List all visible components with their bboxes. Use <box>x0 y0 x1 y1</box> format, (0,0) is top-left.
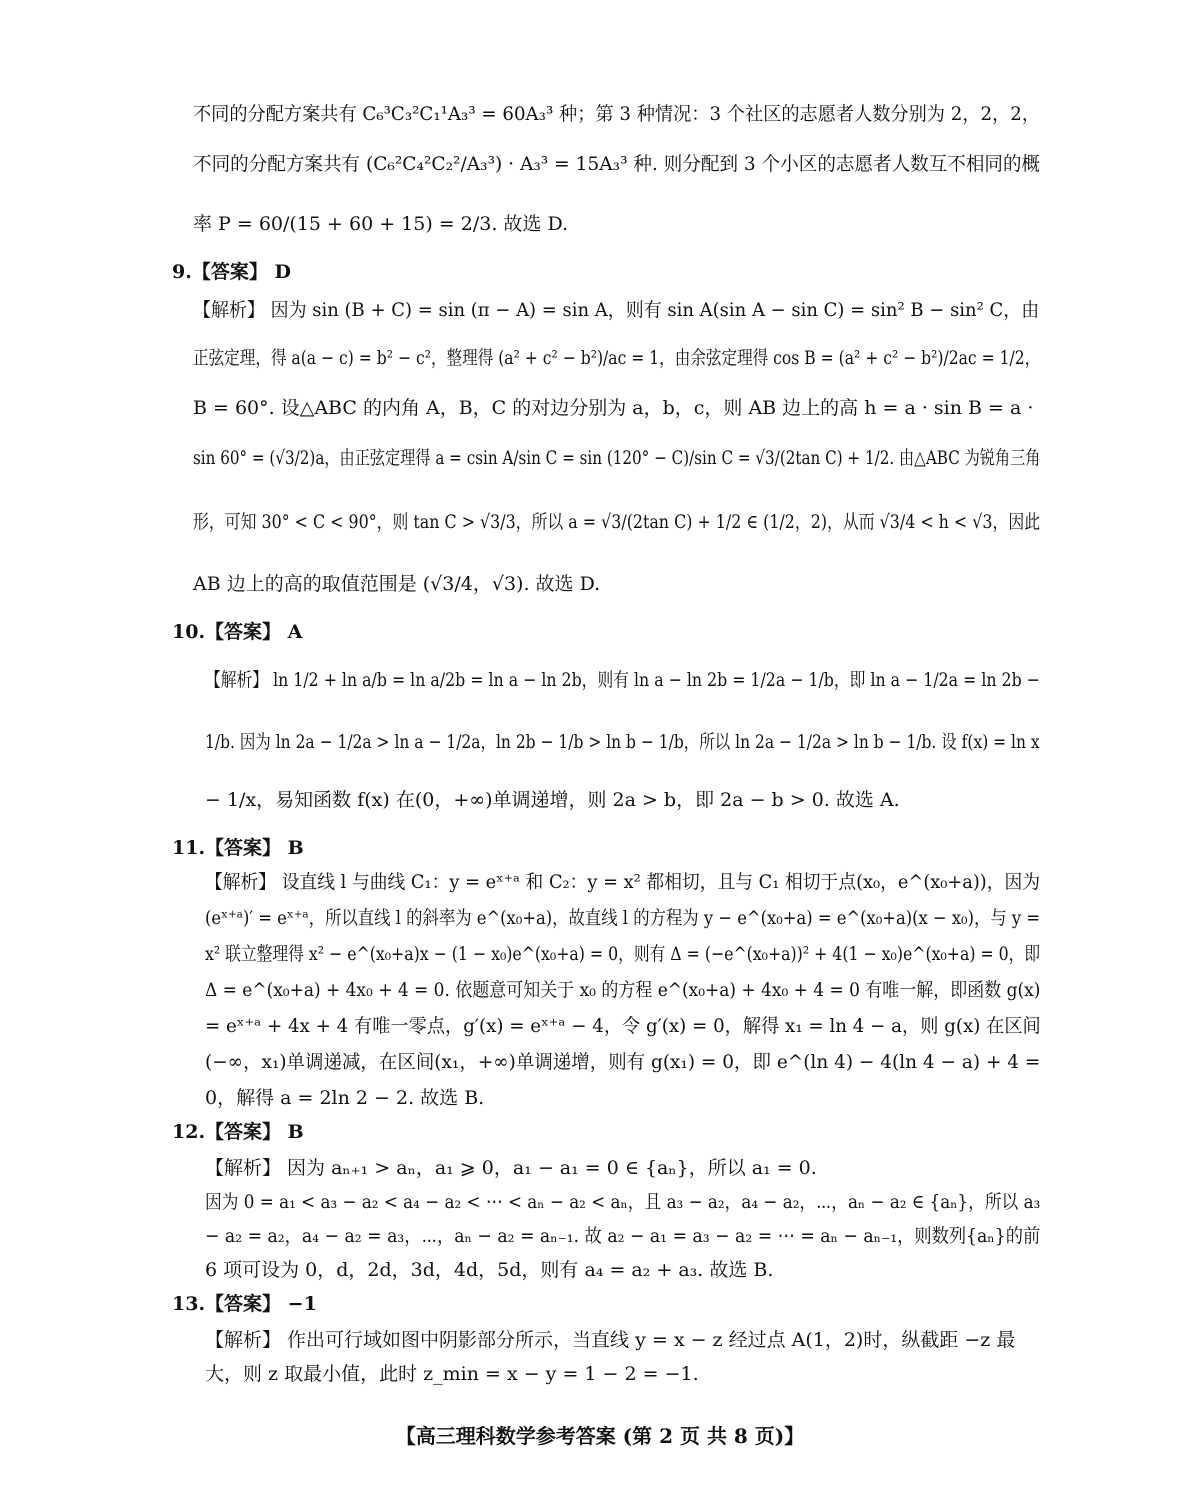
text-line: = eˣ⁺ᵃ + 4x + 4 有唯一零点，g′(x) = eˣ⁺ᵃ − 4，令 g′(x) = 0，解得 x₁ = ln 4 − a，则 g(x) 在区间 <box>205 1015 1041 1037</box>
text-line: 【解析】 设直线 l 与曲线 C₁：y = eˣ⁺ᵃ 和 C₂：y = x² 都相切，且与 C₁ 相切于点(x₀，e^(x₀+a))，因为 <box>205 871 1041 893</box>
text-line: 【解析】 作出可行域如图中阴影部分所示，当直线 y = x − z 经过点 A(1，2)时，纵截距 −z 最 <box>205 1329 1016 1351</box>
text-line: 正弦定理，得 a(a − c) = b² − c²，整理得 (a² + c² − b²)/ac = 1，由余弦定理得 cos B = (a² + c² − b²)/2ac = 1/2， <box>193 347 1041 369</box>
text-line: 1/b. 因为 ln 2a − 1/2a > ln a − 1/2a，ln 2b − 1/b > ln b − 1/b，所以 ln 2a − 1/2a > ln b − 1/b. 设 f(x) = ln x <box>205 731 1040 753</box>
text-line: 【解析】 ln 1/2 + ln a/b = ln a/2b = ln a − ln 2b，则有 ln a − ln 2b = 1/2a − 1/b，即 ln a − 1/2a = ln 2b − <box>205 669 1040 691</box>
text-line: (−∞，x₁)单调递减，在区间(x₁，+∞)单调递增，则有 g(x₁) = 0，即 e^(ln 4) − 4(ln 4 − a) + 4 = <box>205 1051 1041 1073</box>
text-line: sin 60° = (√3/2)a，由正弦定理得 a = csin A/sin C = sin (120° − C)/sin C = √3/(2tan C) + 1/2. 由△ABC 为锐角三角 <box>193 447 1041 469</box>
text-line: 率 P = 60/(15 + 60 + 15) = 2/3. 故选 D. <box>193 213 569 235</box>
text-line: 不同的分配方案共有 C₆³C₃²C₁¹A₃³ = 60A₃³ 种；第 3 种情况：3 个社区的志愿者人数分别为 2，2，2， <box>193 103 1041 125</box>
text-line: x² 联立整理得 x² − e^(x₀+a)x − (1 − x₀)e^(x₀+a) = 0，则有 Δ = (−e^(x₀+a))² + 4(1 − x₀)e^(x₀+a) = 0，即 <box>205 943 1041 965</box>
text-line: Δ = e^(x₀+a) + 4x₀ + 4 = 0. 依题意可知关于 x₀ 的方程 e^(x₀+a) + 4x₀ + 4 = 0 有唯一解，即函数 g(x) <box>205 979 1041 1001</box>
text-line: 因为 0 = a₁ < a₃ − a₂ < a₄ − a₂ < ⋯ < aₙ − a₂ < aₙ，且 a₃ − a₂，a₄ − a₂，⋯，aₙ − a₂ ∈ {aₙ}，所以 a₃ <box>205 1191 1041 1213</box>
text-line: 【解析】 因为 sin (B + C) = sin (π − A) = sin A，则有 sin A(sin A − sin C) = sin² B − sin² C，由 <box>193 299 1040 321</box>
text-line: 形，可知 30° < C < 90°，则 tan C > √3/3，所以 a = √3/(2tan C) + 1/2 ∈ (1/2，2)，从而 √3/4 < h < √3，因此 <box>193 511 1041 533</box>
text-line: AB 边上的高的取值范围是 (√3/4，√3). 故选 D. <box>193 573 601 595</box>
text-line: 大，则 z 取最小值，此时 z_min = x − y = 1 − 2 = −1. <box>205 1363 699 1385</box>
text-line: 不同的分配方案共有 (C₆²C₄²C₂²/A₃³) · A₃³ = 15A₃³ 种. 则分配到 3 个小区的志愿者人数互不相同的概 <box>193 153 1041 175</box>
text-line: − a₂ = a₂，a₄ − a₂ = a₃，⋯，aₙ − a₂ = aₙ₋₁. 故 a₂ − a₁ = a₃ − a₂ = ⋯ = aₙ − aₙ₋₁，则数列{aₙ}的前 <box>205 1225 1041 1247</box>
text-line: 6 项可设为 0，d，2d，3d，4d，5d，则有 a₄ = a₂ + a₃. 故选 B. <box>205 1259 774 1281</box>
text-line: 0，解得 a = 2ln 2 − 2. 故选 B. <box>205 1087 485 1109</box>
answer-heading-13: 13.【答案】 −1 <box>172 1293 317 1315</box>
text-line: B = 60°. 设△ABC 的内角 A，B，C 的对边分别为 a，b，c，则 AB 边上的高 h = a · sin B = a · <box>193 397 1034 419</box>
text-line: − 1/x，易知函数 f(x) 在(0，+∞)单调递增，则 2a > b，即 2a − b > 0. 故选 A. <box>205 789 900 811</box>
text-line: 【解析】 因为 aₙ₊₁ > aₙ，a₁ ⩾ 0，a₁ − a₁ = 0 ∈ {aₙ}，所以 a₁ = 0. <box>205 1157 817 1179</box>
answer-heading-10: 10.【答案】 A <box>172 621 303 643</box>
text-line: (eˣ⁺ᵃ)′ = eˣ⁺ᵃ，所以直线 l 的斜率为 e^(x₀+a)，故直线 l 的方程为 y − e^(x₀+a) = e^(x₀+a)(x − x₀)，与 y = <box>205 907 1041 929</box>
answer-heading-9: 9.【答案】 D <box>172 261 291 283</box>
answer-heading-11: 11.【答案】 B <box>172 837 304 859</box>
answer-heading-12: 12.【答案】 B <box>172 1121 304 1143</box>
page-footer: 【高三理科数学参考答案 (第 2 页 共 8 页)】 <box>395 1424 805 1448</box>
